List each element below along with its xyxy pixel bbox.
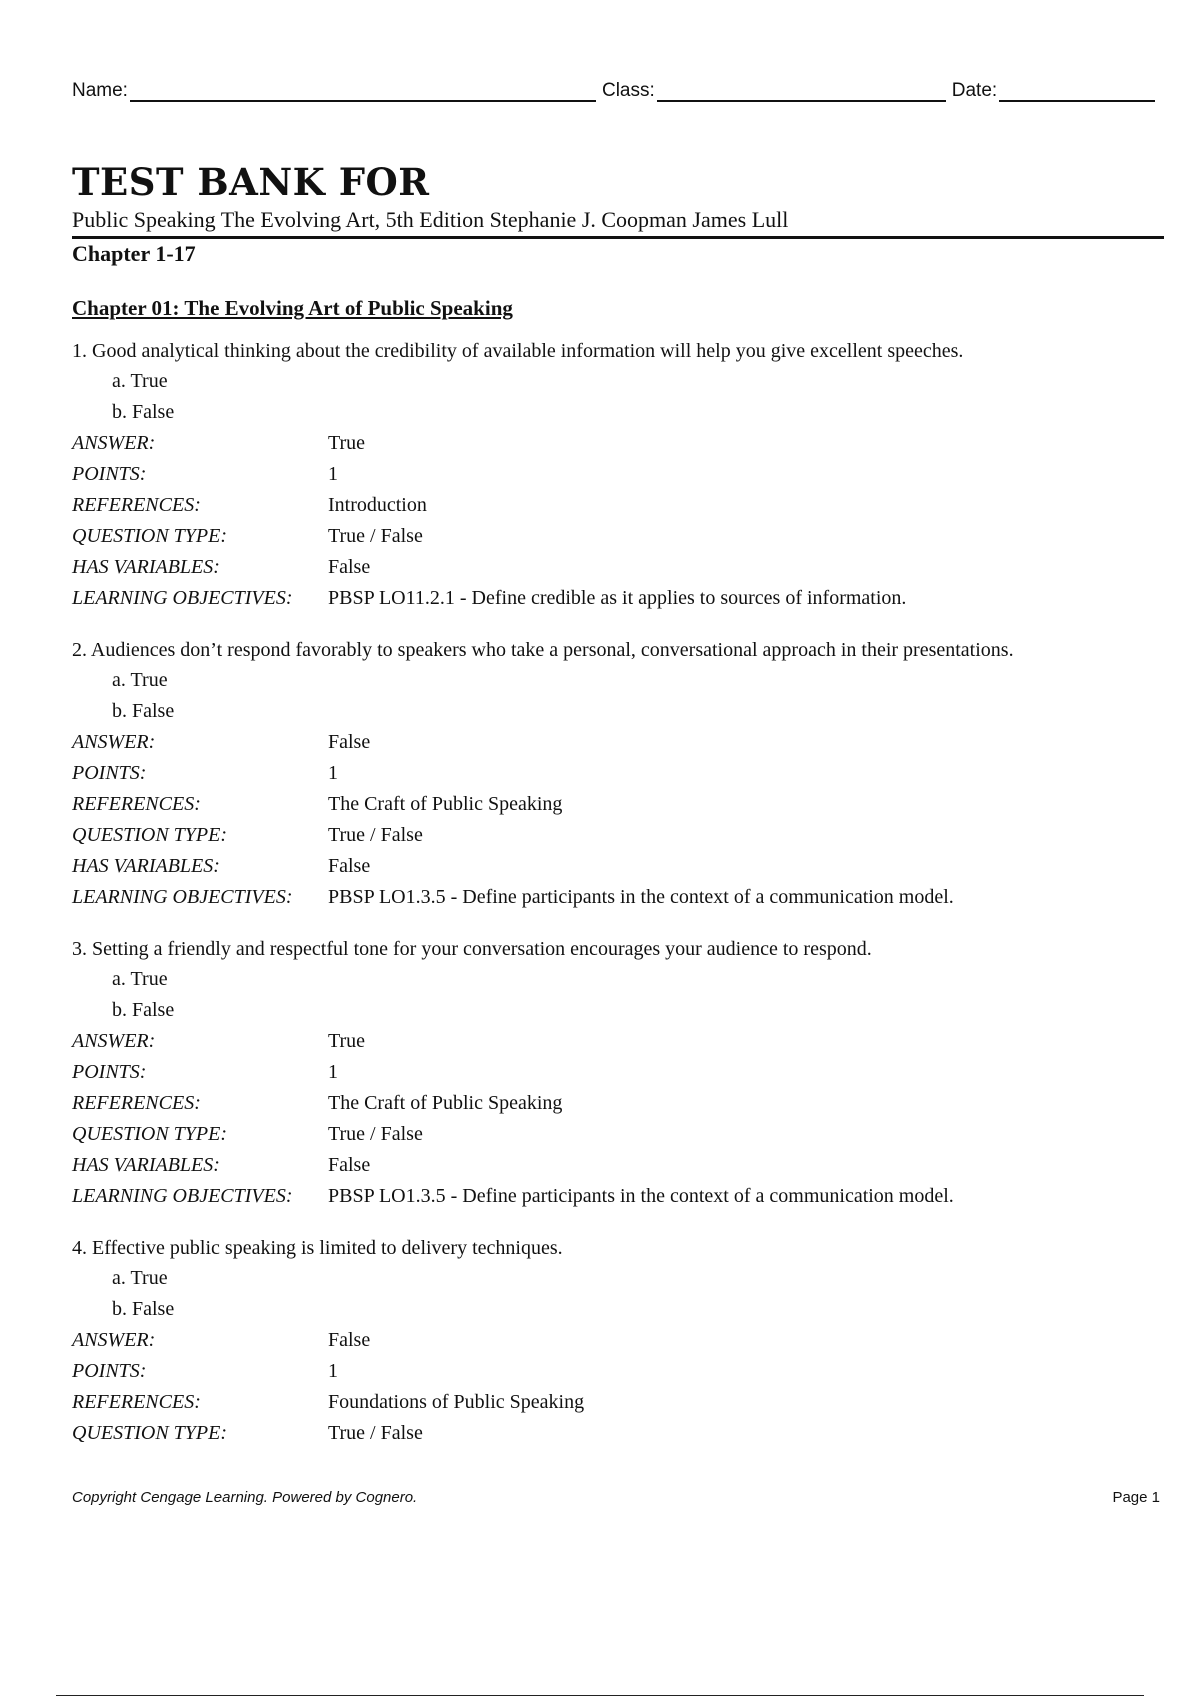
- student-info-fields: [72, 72, 1160, 102]
- has-variables-label: HAS VARIABLES:: [72, 556, 220, 578]
- question-stem: 1. Good analytical thinking about the credibility of available information will help you give excellent speeches.: [72, 340, 964, 362]
- answer-value: True: [328, 1030, 366, 1052]
- question-stem: 3. Setting a friendly and respectful tone for your conversation encourages your audience to respond.: [72, 938, 872, 960]
- question-type-value: True / False: [328, 1422, 423, 1444]
- question-item: [72, 635, 1172, 913]
- answer-value: False: [328, 1329, 371, 1351]
- has-variables-row: [72, 851, 1172, 882]
- learning-objectives-label: LEARNING OBJECTIVES:: [72, 886, 293, 908]
- references-value: Introduction: [328, 494, 427, 516]
- book-subtitle: Public Speaking The Evolving Art, 5th Edition Stephanie J. Coopman James Lull: [72, 207, 789, 232]
- question-type-value: True / False: [328, 824, 423, 846]
- references-row: [72, 1088, 1172, 1119]
- page-bottom-divider: [56, 1695, 1144, 1696]
- learning-objectives-row: [72, 583, 1172, 614]
- references-label: REFERENCES:: [72, 1092, 201, 1114]
- footer-copyright: Copyright Cengage Learning. Powered by Cognero.: [72, 1489, 418, 1506]
- question-type-label: QUESTION TYPE:: [72, 525, 228, 547]
- has-variables-value: False: [328, 1154, 371, 1176]
- option-true: a. True: [112, 1267, 168, 1289]
- question-stem: 4. Effective public speaking is limited to delivery techniques.: [72, 1237, 563, 1259]
- page-number: Page 1: [1112, 1489, 1160, 1506]
- chapter-heading: Chapter 01: The Evolving Art of Public Speaking: [72, 296, 513, 320]
- has-variables-label: HAS VARIABLES:: [72, 1154, 220, 1176]
- option-true: a. True: [112, 370, 168, 392]
- question-type-value: True / False: [328, 1123, 423, 1145]
- question-type-row: [72, 820, 1172, 851]
- learning-objectives-value: PBSP LO1.3.5 - Define participants in the context of a communication model.: [328, 1185, 954, 1207]
- option-false: b. False: [112, 999, 175, 1021]
- question-type-row: [72, 1119, 1172, 1150]
- has-variables-value: False: [328, 556, 371, 578]
- learning-objectives-row: [72, 882, 1172, 913]
- question-type-label: QUESTION TYPE:: [72, 1123, 228, 1145]
- points-row: [72, 1057, 1172, 1088]
- option-false: b. False: [112, 401, 175, 423]
- answer-value: True: [328, 432, 366, 454]
- references-row: [72, 1387, 1172, 1418]
- option-true: a. True: [112, 968, 168, 990]
- answer-label: ANSWER:: [72, 1030, 156, 1052]
- answer-label: ANSWER:: [72, 1329, 156, 1351]
- question-type-label: QUESTION TYPE:: [72, 824, 228, 846]
- answer-label: ANSWER:: [72, 731, 156, 753]
- answer-value: False: [328, 731, 371, 753]
- points-label: POINTS:: [72, 1061, 147, 1083]
- references-row: [72, 789, 1172, 820]
- answer-label: ANSWER:: [72, 432, 156, 454]
- has-variables-label: HAS VARIABLES:: [72, 855, 220, 877]
- answer-row: [72, 428, 1172, 459]
- page-title: TEST BANK FOR: [72, 160, 430, 204]
- learning-objectives-row: [72, 1181, 1172, 1212]
- title-divider: [72, 236, 1164, 239]
- points-label: POINTS:: [72, 463, 147, 485]
- option-false: b. False: [112, 1298, 175, 1320]
- points-row: [72, 1356, 1172, 1387]
- learning-objectives-label: LEARNING OBJECTIVES:: [72, 1185, 293, 1207]
- class-label: Class:: [601, 80, 655, 101]
- learning-objectives-value: PBSP LO11.2.1 - Define credible as it applies to sources of information.: [328, 587, 907, 609]
- question-stem: 2. Audiences don’t respond favorably to speakers who take a personal, conversational approach in their presentations.: [72, 639, 1014, 661]
- class-field[interactable]: [657, 74, 946, 102]
- has-variables-row: [72, 1150, 1172, 1181]
- option-true: a. True: [112, 669, 168, 691]
- question-item: [72, 1233, 1172, 1449]
- references-value: The Craft of Public Speaking: [328, 793, 563, 815]
- learning-objectives-label: LEARNING OBJECTIVES:: [72, 587, 293, 609]
- question-type-label: QUESTION TYPE:: [72, 1422, 228, 1444]
- points-value: 1: [328, 1061, 338, 1083]
- references-label: REFERENCES:: [72, 1391, 201, 1413]
- answer-row: [72, 1325, 1172, 1356]
- question-item: [72, 336, 1172, 614]
- question-list: [72, 336, 1172, 1470]
- learning-objectives-value: PBSP LO1.3.5 - Define participants in the context of a communication model.: [328, 886, 954, 908]
- points-row: [72, 758, 1172, 789]
- points-label: POINTS:: [72, 762, 147, 784]
- points-label: POINTS:: [72, 1360, 147, 1382]
- date-label: Date:: [951, 80, 998, 101]
- references-value: Foundations of Public Speaking: [328, 1391, 585, 1413]
- question-type-value: True / False: [328, 525, 423, 547]
- date-field[interactable]: [999, 74, 1155, 102]
- answer-row: [72, 1026, 1172, 1057]
- points-value: 1: [328, 1360, 338, 1382]
- references-label: REFERENCES:: [72, 793, 201, 815]
- question-type-row: [72, 1418, 1172, 1449]
- chapter-range: Chapter 1-17: [72, 241, 196, 266]
- references-row: [72, 490, 1172, 521]
- has-variables-value: False: [328, 855, 371, 877]
- references-label: REFERENCES:: [72, 494, 201, 516]
- name-field[interactable]: [130, 74, 596, 102]
- answer-row: [72, 727, 1172, 758]
- points-value: 1: [328, 762, 338, 784]
- points-value: 1: [328, 463, 338, 485]
- option-false: b. False: [112, 700, 175, 722]
- question-type-row: [72, 521, 1172, 552]
- question-item: [72, 934, 1172, 1212]
- has-variables-row: [72, 552, 1172, 583]
- references-value: The Craft of Public Speaking: [328, 1092, 563, 1114]
- name-label: Name:: [72, 80, 128, 101]
- points-row: [72, 459, 1172, 490]
